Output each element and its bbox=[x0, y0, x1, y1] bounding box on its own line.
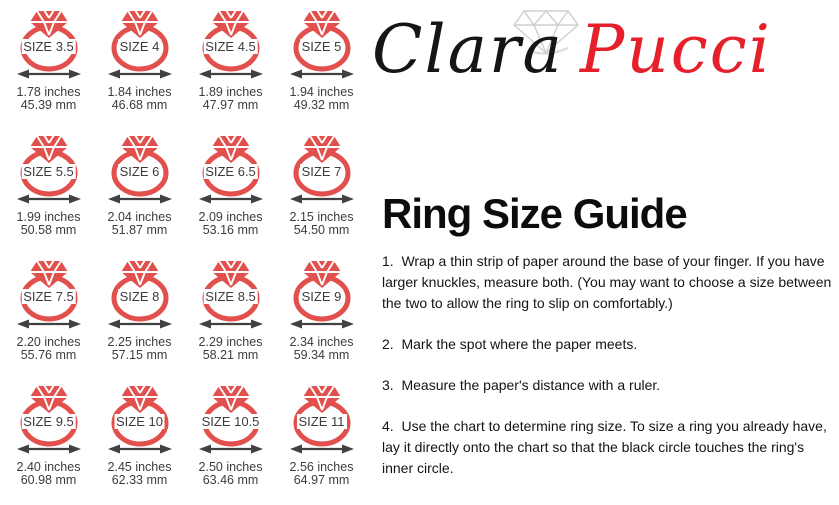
diamond-icon bbox=[212, 260, 250, 288]
size-dimensions bbox=[3, 461, 94, 486]
diamond-icon bbox=[121, 135, 159, 163]
ring-size-cell bbox=[94, 255, 185, 380]
instruction-step-4: 4. Use the chart to determine ring size. To size a ring you already have, lay it directly onto the chart so that the black circle touches the ring's inner circle. bbox=[382, 418, 831, 476]
inches-value: 1.89 inches bbox=[198, 85, 263, 99]
mm-value: 58.21 mm bbox=[202, 347, 259, 362]
size-dimensions bbox=[185, 336, 276, 361]
size-dimensions bbox=[185, 211, 276, 236]
instruction-step-1: 1. Wrap a thin strip of paper around the base of your finger. If you have larger knuckles, measure both. (You may want to choose a size between the two to allow the ring to slip on comfortably.) bbox=[382, 253, 836, 311]
size-label: SIZE 6.5 bbox=[205, 164, 256, 179]
inches-value: 2.15 inches bbox=[289, 210, 354, 224]
size-label: SIZE 9.5 bbox=[23, 414, 74, 429]
size-dimensions bbox=[94, 336, 185, 361]
ring-size-cell bbox=[3, 380, 94, 505]
diamond-icon bbox=[121, 385, 159, 413]
ring-size-chart bbox=[3, 5, 367, 505]
inches-value: 2.45 inches bbox=[107, 460, 172, 474]
size-dimensions bbox=[94, 86, 185, 111]
size-label: SIZE 8.5 bbox=[205, 289, 256, 304]
brand-name bbox=[372, 0, 832, 100]
diamond-icon bbox=[30, 10, 68, 38]
size-label: SIZE 5 bbox=[301, 39, 342, 54]
inches-value: 2.25 inches bbox=[107, 335, 172, 349]
size-dimensions bbox=[3, 211, 94, 236]
size-dimensions bbox=[276, 336, 367, 361]
size-label: SIZE 7 bbox=[301, 164, 342, 179]
inches-value: 2.34 inches bbox=[289, 335, 354, 349]
size-dimensions bbox=[94, 211, 185, 236]
mm-value: 46.68 mm bbox=[111, 97, 168, 112]
size-label: SIZE 3.5 bbox=[23, 39, 74, 54]
ring-size-cell bbox=[94, 130, 185, 255]
mm-value: 57.15 mm bbox=[111, 347, 168, 362]
inches-value: 2.09 inches bbox=[198, 210, 263, 224]
size-label: SIZE 8 bbox=[119, 289, 160, 304]
size-label: SIZE 4.5 bbox=[205, 39, 256, 54]
inches-value: 1.94 inches bbox=[289, 85, 354, 99]
size-label: SIZE 9 bbox=[301, 289, 342, 304]
mm-value: 47.97 mm bbox=[202, 97, 259, 112]
ring-size-cell bbox=[94, 5, 185, 130]
diamond-icon bbox=[303, 10, 341, 38]
instruction-step-3: 3. Measure the paper's distance with a ruler. bbox=[382, 377, 661, 393]
size-label: SIZE 10 bbox=[116, 414, 163, 429]
ring-size-cell bbox=[185, 380, 276, 505]
ring-size-cell bbox=[276, 380, 367, 505]
mm-value: 50.58 mm bbox=[20, 222, 77, 237]
diamond-icon bbox=[30, 385, 68, 413]
diamond-icon bbox=[121, 10, 159, 38]
instruction-step-2: 2. Mark the spot where the paper meets. bbox=[382, 336, 638, 352]
size-label: SIZE 10.5 bbox=[201, 414, 260, 429]
diamond-icon bbox=[30, 260, 68, 288]
size-dimensions bbox=[3, 86, 94, 111]
size-dimensions bbox=[185, 86, 276, 111]
inches-value: 1.78 inches bbox=[16, 85, 81, 99]
ring-size-cell bbox=[185, 255, 276, 380]
size-dimensions bbox=[276, 86, 367, 111]
size-label: SIZE 4 bbox=[119, 39, 160, 54]
inches-value: 2.40 inches bbox=[16, 460, 81, 474]
mm-value: 59.34 mm bbox=[293, 347, 350, 362]
inches-value: 2.50 inches bbox=[198, 460, 263, 474]
ring-size-cell bbox=[185, 5, 276, 130]
ring-size-cell bbox=[3, 255, 94, 380]
brand-name-clara: Clara bbox=[372, 11, 564, 88]
instructions bbox=[382, 251, 834, 499]
mm-value: 49.32 mm bbox=[293, 97, 350, 112]
inches-value: 2.29 inches bbox=[198, 335, 263, 349]
size-label: SIZE 11 bbox=[298, 414, 345, 429]
diamond-icon bbox=[303, 260, 341, 288]
size-dimensions bbox=[3, 336, 94, 361]
inches-value: 2.56 inches bbox=[289, 460, 354, 474]
ring-size-cell bbox=[185, 130, 276, 255]
size-label: SIZE 6 bbox=[119, 164, 160, 179]
size-dimensions bbox=[276, 211, 367, 236]
mm-value: 64.97 mm bbox=[293, 472, 350, 487]
mm-value: 45.39 mm bbox=[20, 97, 77, 112]
diamond-icon bbox=[121, 260, 159, 288]
inches-value: 1.84 inches bbox=[107, 85, 172, 99]
brand-logo bbox=[372, 0, 832, 108]
mm-value: 60.98 mm bbox=[20, 472, 77, 487]
mm-value: 55.76 mm bbox=[20, 347, 77, 362]
size-label: SIZE 5.5 bbox=[23, 164, 74, 179]
mm-value: 54.50 mm bbox=[293, 222, 350, 237]
ring-size-cell bbox=[3, 130, 94, 255]
mm-value: 62.33 mm bbox=[111, 472, 168, 487]
page-title: Ring Size Guide bbox=[382, 190, 687, 237]
diamond-icon bbox=[303, 385, 341, 413]
mm-value: 53.16 mm bbox=[202, 222, 259, 237]
diamond-icon bbox=[212, 385, 250, 413]
ring-size-cell bbox=[276, 255, 367, 380]
brand-name-pucci: Pucci bbox=[579, 11, 772, 88]
ring-size-cell bbox=[276, 5, 367, 130]
ring-size-cell bbox=[94, 380, 185, 505]
size-label: SIZE 7.5 bbox=[23, 289, 74, 304]
inches-value: 2.04 inches bbox=[107, 210, 172, 224]
size-dimensions bbox=[276, 461, 367, 486]
size-dimensions bbox=[94, 461, 185, 486]
ring-size-cell bbox=[276, 130, 367, 255]
diamond-icon bbox=[212, 135, 250, 163]
ring-size-cell bbox=[3, 5, 94, 130]
mm-value: 51.87 mm bbox=[111, 222, 168, 237]
diamond-icon bbox=[30, 135, 68, 163]
diamond-icon bbox=[212, 10, 250, 38]
mm-value: 63.46 mm bbox=[202, 472, 259, 487]
diamond-icon bbox=[303, 135, 341, 163]
size-dimensions bbox=[185, 461, 276, 486]
inches-value: 2.20 inches bbox=[16, 335, 81, 349]
inches-value: 1.99 inches bbox=[16, 210, 81, 224]
